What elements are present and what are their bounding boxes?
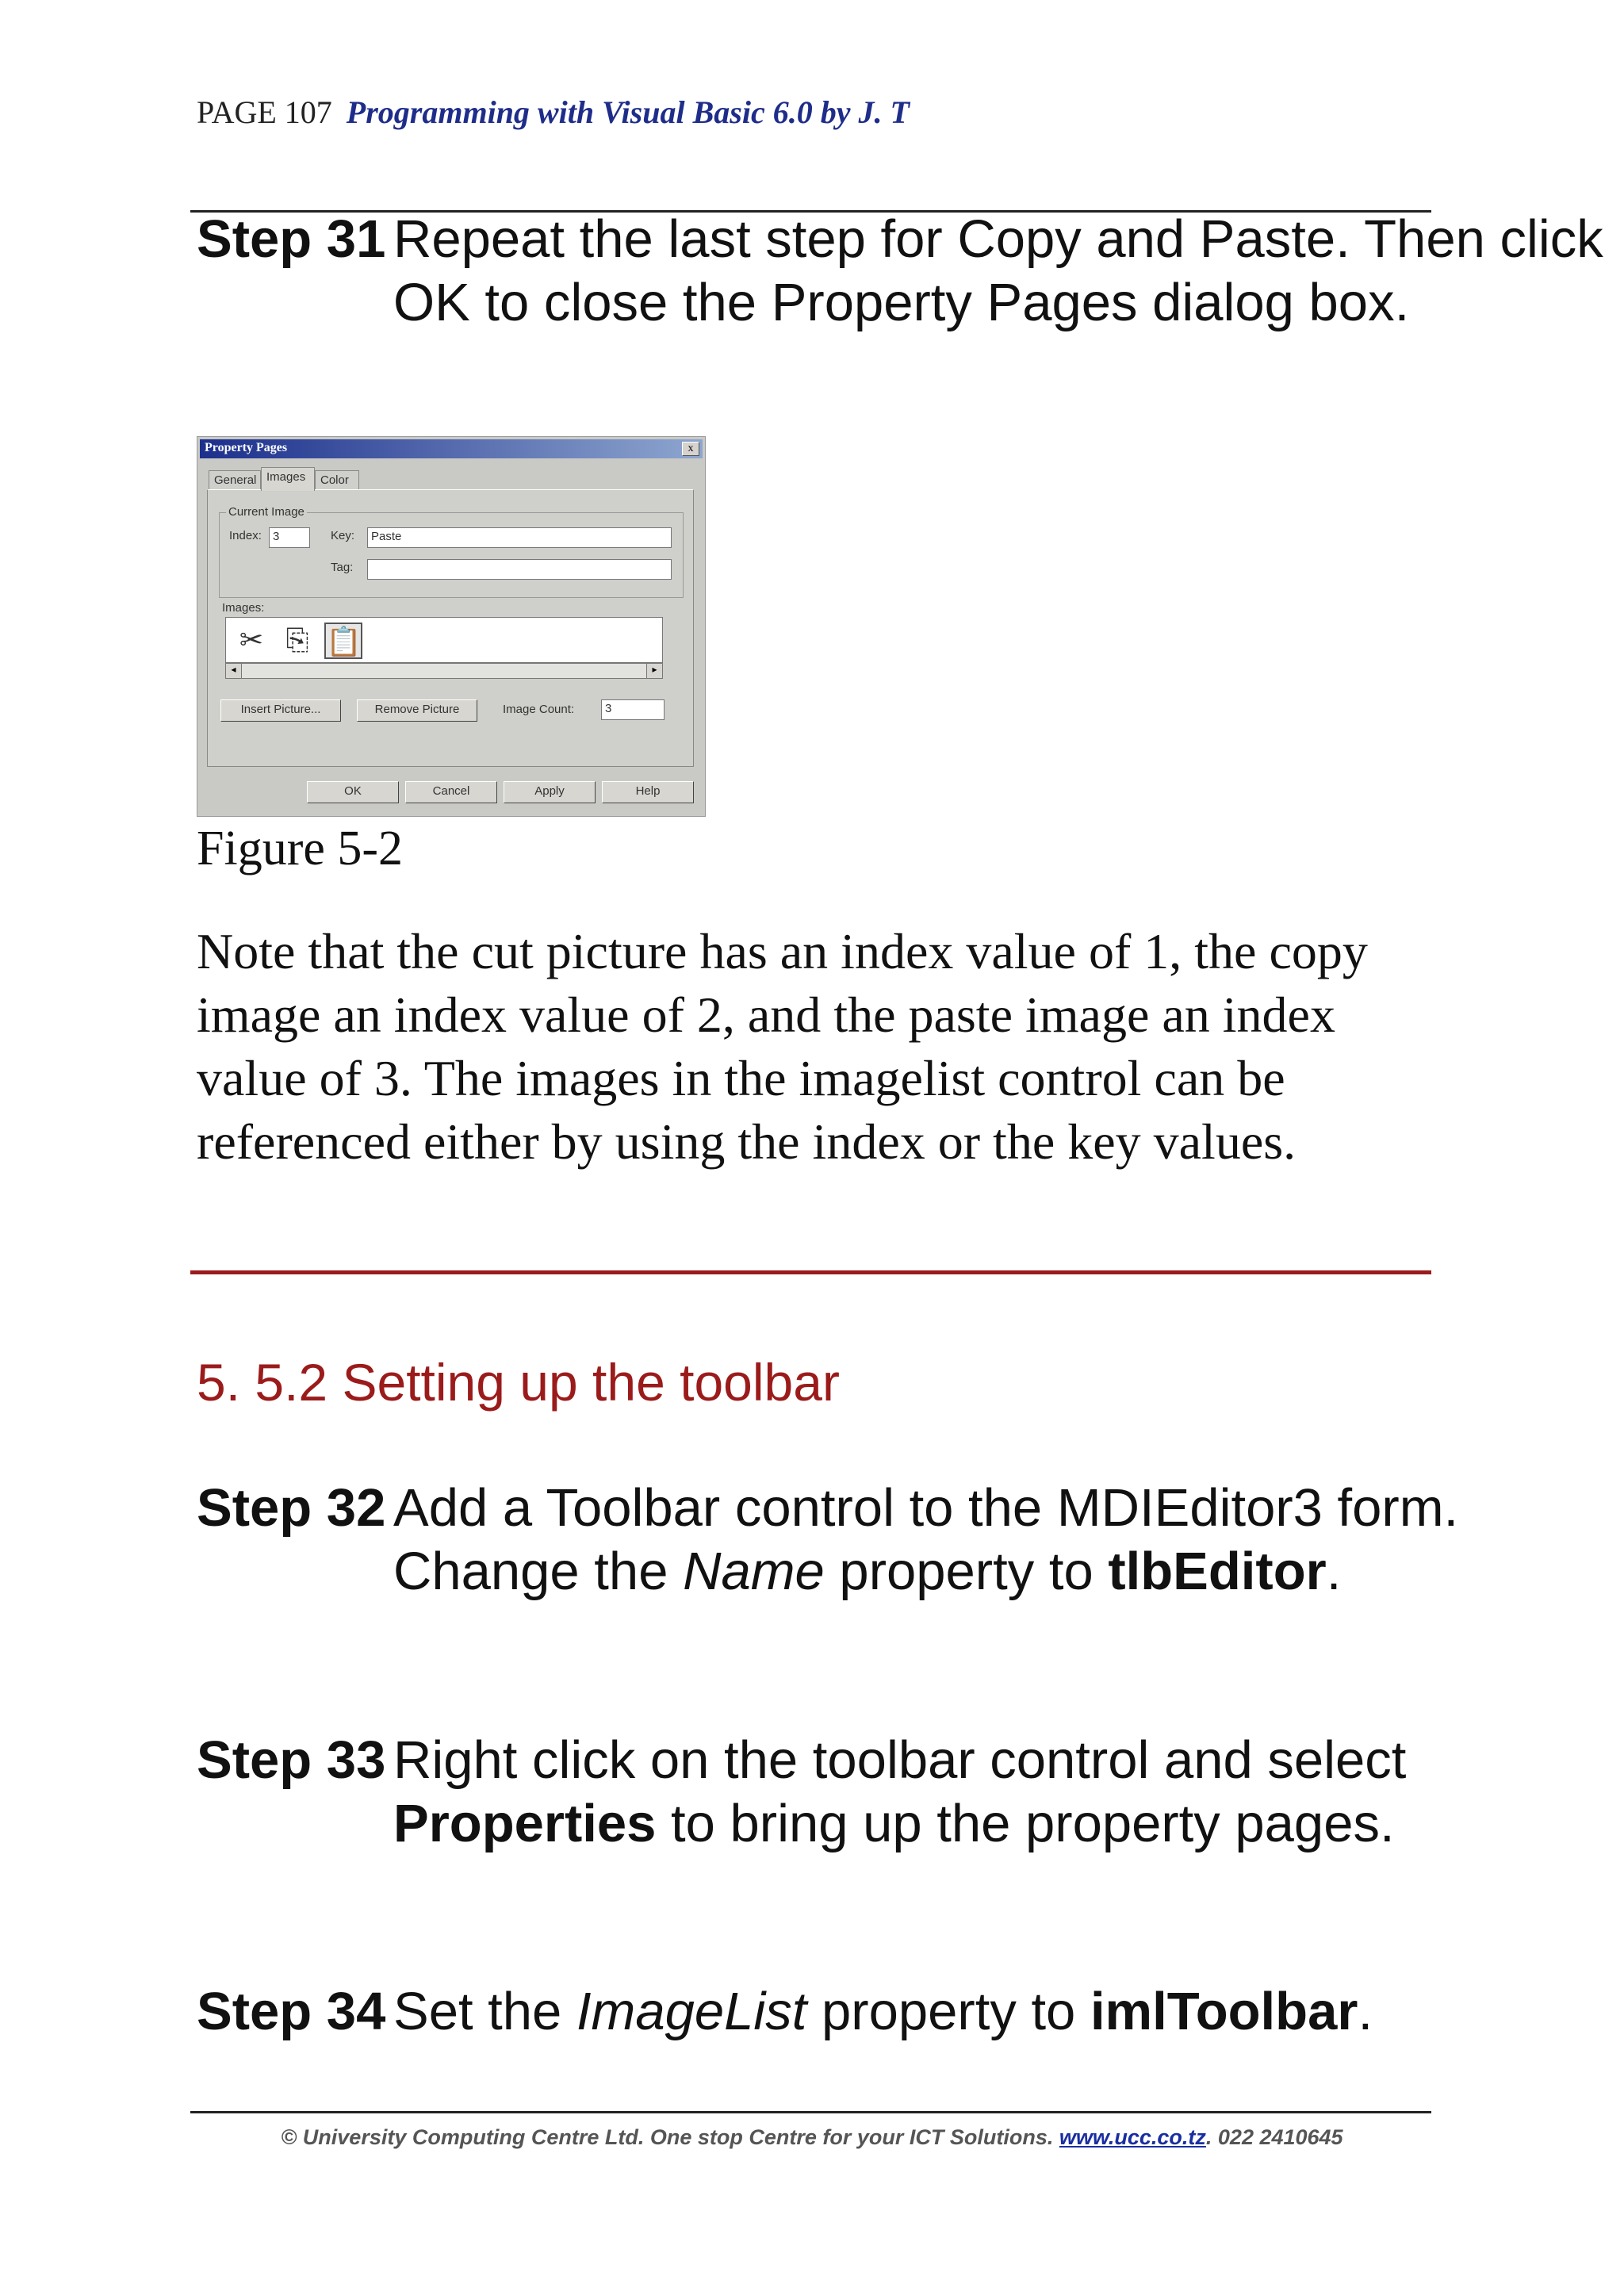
page-header	[197, 94, 910, 131]
step-text: Add a Toolbar control to the MDIEditor3 form. Change the Name property to tlbEditor.	[393, 1478, 1459, 1601]
remove-picture-button[interactable]: Remove Picture	[357, 699, 477, 722]
tag-field[interactable]	[367, 559, 672, 580]
ok-button[interactable]: OK	[307, 781, 399, 803]
footer-link[interactable]: www.ucc.co.tz	[1059, 2125, 1206, 2149]
section-title: Setting up the toolbar	[342, 1353, 840, 1412]
scissors-icon[interactable]: ✂	[239, 624, 264, 656]
tab-images[interactable]: Images	[261, 467, 315, 491]
footer-rule	[190, 2111, 1431, 2113]
section-rule	[190, 1270, 1431, 1274]
cancel-button[interactable]: Cancel	[405, 781, 497, 803]
apply-button[interactable]: Apply	[504, 781, 596, 803]
current-image-group	[219, 505, 684, 598]
image-count-field: 3	[601, 699, 665, 720]
step-label: Step 34	[197, 1982, 386, 2041]
dialog-title: Property Pages	[205, 441, 288, 454]
section-number: 5. 5.2	[197, 1353, 328, 1412]
insert-picture-button[interactable]: Insert Picture...	[220, 699, 341, 722]
images-label: Images:	[222, 601, 265, 615]
dialog-titlebar	[200, 439, 703, 458]
index-field[interactable]: 3	[269, 527, 310, 548]
step-text: Repeat the last step for Copy and Paste. Then click OK to close the Property Pages dialog box.	[393, 209, 1603, 332]
images-scrollbar[interactable]	[225, 663, 663, 679]
footer-text: © University Computing Centre Ltd. One stop Centre for your ICT Solutions.	[281, 2125, 1059, 2149]
scroll-left-icon[interactable]: ◂	[226, 664, 242, 678]
index-label: Index:	[229, 529, 262, 542]
paste-icon[interactable]: 📋	[324, 623, 362, 659]
footer	[0, 2125, 1624, 2150]
tag-label: Tag:	[331, 561, 354, 574]
step-text: Set the ImageList property to imlToolbar.	[393, 1982, 1373, 2041]
page-number: PAGE 107	[197, 94, 332, 130]
image-count-label: Image Count:	[503, 703, 575, 716]
step-label: Step 32	[197, 1478, 386, 1538]
book-title: Programming with Visual Basic 6.0 by J. T	[346, 94, 910, 130]
step-text: Right click on the toolbar control and select Properties to bring up the property pages.	[393, 1730, 1407, 1853]
key-field[interactable]: Paste	[367, 527, 672, 548]
images-list[interactable]	[225, 617, 663, 663]
step-label: Step 33	[197, 1730, 386, 1790]
footer-phone: . 022 2410645	[1205, 2125, 1343, 2149]
help-button[interactable]: Help	[602, 781, 694, 803]
tab-general[interactable]: General	[209, 470, 261, 491]
key-label: Key:	[331, 529, 355, 542]
property-pages-dialog	[197, 436, 706, 817]
copy-icon[interactable]: ⎘	[285, 624, 309, 656]
tab-color[interactable]: Color	[315, 470, 359, 491]
step-label: Step 31	[197, 209, 386, 269]
figure-caption: Figure 5-2	[197, 822, 404, 875]
group-label: Current Image	[226, 505, 307, 519]
images-panel	[207, 489, 694, 767]
close-button[interactable]: x	[682, 442, 699, 456]
scroll-right-icon[interactable]: ▸	[646, 664, 662, 678]
section-heading	[197, 1352, 840, 1412]
note-paragraph: Note that the cut picture has an index value of 1, the copy image an index value of 2, and the paste image an index value of 3. The images in the imagelist control can be referenced either by using the index or the key values.	[197, 923, 1368, 1170]
